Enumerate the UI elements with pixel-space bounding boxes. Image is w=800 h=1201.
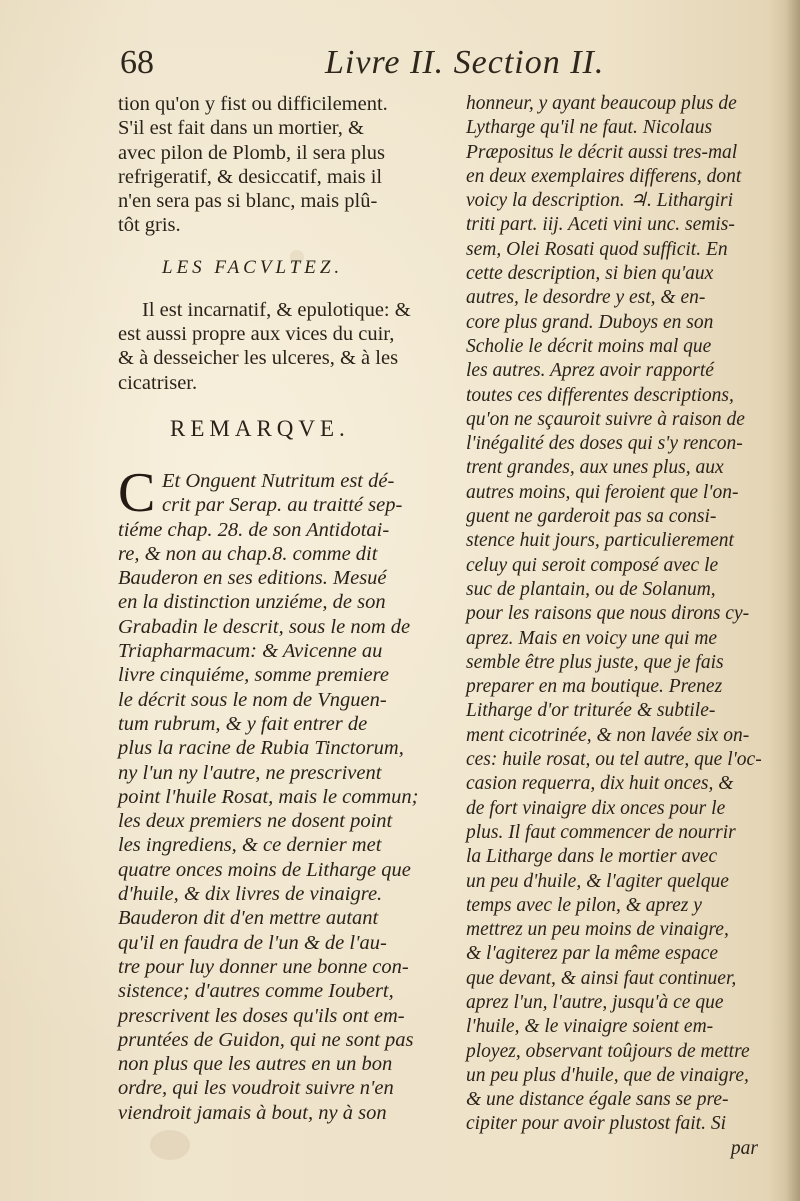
text-line: temps avec le pilon, & aprez y (466, 894, 702, 916)
text-line: sistence; d'autres comme Ioubert, (118, 980, 394, 1003)
text-line: cipiter pour avoir plustost fait. Si (466, 1113, 727, 1135)
text-line: guent ne garderoit pas sa consi- (466, 506, 717, 528)
text-line: tiéme chap. 28. de son Antidotai- (118, 518, 390, 541)
text-line: preparer en ma boutique. Prenez (466, 676, 723, 698)
text-line: cicatriser. (118, 371, 198, 394)
text-line: l'huile, & le vinaigre soient em- (466, 1016, 714, 1038)
text-line: les autres. Aprez avoir rapporté (466, 360, 714, 382)
text-line: les ingrediens, & ce dernier met (118, 834, 382, 857)
section-heading-facultez: LES FACVLTEZ. (162, 256, 344, 278)
text-line: sem, Olei Rosati quod sufficit. En (466, 238, 728, 260)
text-line: cette description, si bien qu'aux (466, 263, 714, 285)
text-line (118, 493, 450, 517)
text-line: ment cicotrinée, & non lavée six on- (466, 724, 750, 746)
text-line: triti part. iij. Aceti vini unc. semis- (466, 214, 735, 236)
text-line: refrigeratif, & desiccatif, mais il (118, 165, 383, 188)
text-line: Bauderon en ses editions. Mesué (118, 567, 387, 590)
text-line: Il est incarnatif, & epulotique: & (142, 298, 411, 321)
text-line: Lytharge qu'il ne faut. Nicolaus (466, 117, 713, 139)
text-line: casion requerra, dix huit onces, & (466, 773, 734, 795)
text-line: aprez. Mais en voicy une qui me (466, 627, 718, 649)
text-line: avec pilon de Plomb, il sera plus (118, 141, 386, 164)
drop-cap: C (118, 461, 156, 524)
running-title: Livre II. Section II. (325, 44, 605, 81)
text-line: tion qu'on y fist ou difficilement. (118, 93, 388, 115)
page-number: 68 (120, 44, 154, 81)
text-line: Grabadin le descrit, sous le nom de (118, 615, 411, 638)
text-line: est aussi propre aux vices du cuir, (118, 323, 395, 346)
running-head (120, 44, 760, 90)
text-line: pour les raisons que nous dirons cy- (466, 603, 750, 625)
text-line: & l'agiterez par la même espace (466, 943, 719, 965)
text-line: Litharge d'or triturée & subtile- (466, 700, 716, 722)
text-line: Præpositus le décrit aussi tres-mal (466, 141, 738, 163)
text-line: tôt gris. (118, 214, 181, 237)
text-line: & à desseicher les ulceres, & à les (118, 347, 399, 370)
text-line: un peu d'huile, & l'agiter quelque (466, 870, 729, 892)
section-heading-remarque: REMARQVE. (170, 415, 350, 441)
text-line: semble être plus juste, que je fais (466, 651, 724, 673)
text-line: plus. Il faut commencer de nourrir (466, 821, 736, 843)
text-line: qu'on ne sçauroit suivre à raison de (466, 408, 745, 430)
text-line: Scholie le décrit moins mal que (466, 335, 712, 357)
text-line: autres, le desordre y est, & en- (466, 287, 706, 309)
text-line: prescrivent les doses qu'ils ont em- (118, 1004, 405, 1027)
text-line: ordre, qui les voudroit suivre n'en (118, 1077, 394, 1100)
text-line: S'il est fait dans un mortier, & (118, 117, 364, 140)
text-line: le décrit sous le nom de Vnguen- (118, 688, 387, 711)
text-line-content: crit par Serap. au traitté sep- (162, 494, 403, 517)
text-line: re, & non au chap.8. comme dit (118, 542, 378, 565)
text-line: quatre onces moins de Litharge que (118, 858, 411, 881)
left-column (118, 92, 450, 1125)
text-line: plus la racine de Rubia Tinctorum, (118, 737, 404, 760)
text-line: tre pour luy donner une bonne con- (118, 955, 409, 978)
text-line: livre cinquiéme, somme premiere (118, 664, 389, 687)
text-line: pruntées de Guidon, qui ne sont pas (118, 1028, 414, 1051)
text-line: la Litharge dans le mortier avec (466, 846, 718, 868)
text-line: Triapharmacum: & Avicenne au (118, 640, 383, 663)
text-line: viendroit jamais à bout, ny à son (118, 1101, 387, 1124)
text-line: suc de plantain, ou de Solanum, (466, 578, 716, 600)
text-line: mettrez un peu moins de vinaigre, (466, 919, 729, 941)
text-line: en deux exemplaires differens, dont (466, 165, 742, 187)
text-line: ny l'un ny l'autre, ne prescrivent (118, 761, 382, 784)
text-line: de fort vinaigre dix onces pour le (466, 797, 726, 819)
text-line: Bauderon dit d'en mettre autant (118, 907, 379, 930)
text-line: que devant, & ainsi faut continuer, (466, 967, 737, 989)
text-line: toutes ces differentes descriptions, (466, 384, 734, 406)
text-line: n'en sera pas si blanc, mais plû- (118, 190, 378, 213)
text-line: voicy la description. ♃. Lithargiri (466, 190, 733, 212)
text-line: point l'huile Rosat, mais le commun; (118, 785, 419, 808)
text-line: non plus que les autres en un bon (118, 1053, 393, 1076)
right-column (466, 92, 766, 1161)
paper-stain (150, 1130, 190, 1160)
text-line-content: Et Onguent Nutritum est dé- (162, 469, 395, 492)
text-line: trent grandes, aux unes plus, aux (466, 457, 724, 479)
text-line: les deux premiers ne dosent point (118, 810, 393, 833)
text-line: aprez l'un, l'autre, jusqu'à ce que (466, 991, 724, 1013)
text-line: d'huile, & dix livres de vinaigre. (118, 883, 383, 906)
page-edge-shadow (786, 0, 800, 1201)
text-line: honneur, y ayant beaucoup plus de (466, 93, 737, 114)
text-line: en la distinction unziéme, de son (118, 591, 386, 614)
text-line: core plus grand. Duboys en son (466, 311, 714, 333)
text-line: l'inégalité des doses qui s'y rencon- (466, 433, 743, 455)
text-line: & une distance égale sans se pre- (466, 1089, 729, 1111)
text-line: tum rubrum, & y fait entrer de (118, 712, 368, 735)
text-line: ployez, observant toûjours de mettre (466, 1040, 750, 1062)
text-line: celuy qui seroit composé avec le (466, 554, 719, 576)
text-line: qu'il en faudra de l'un & de l'au- (118, 931, 387, 954)
text-line: autres moins, qui feroient que l'on- (466, 481, 739, 503)
text-line: ces: huile rosat, ou tel autre, que l'oc- (466, 749, 762, 771)
text-line: un peu plus d'huile, que de vinaigre, (466, 1064, 749, 1086)
catchword: par (730, 1137, 758, 1159)
text-line: stence huit jours, particulierement (466, 530, 734, 552)
